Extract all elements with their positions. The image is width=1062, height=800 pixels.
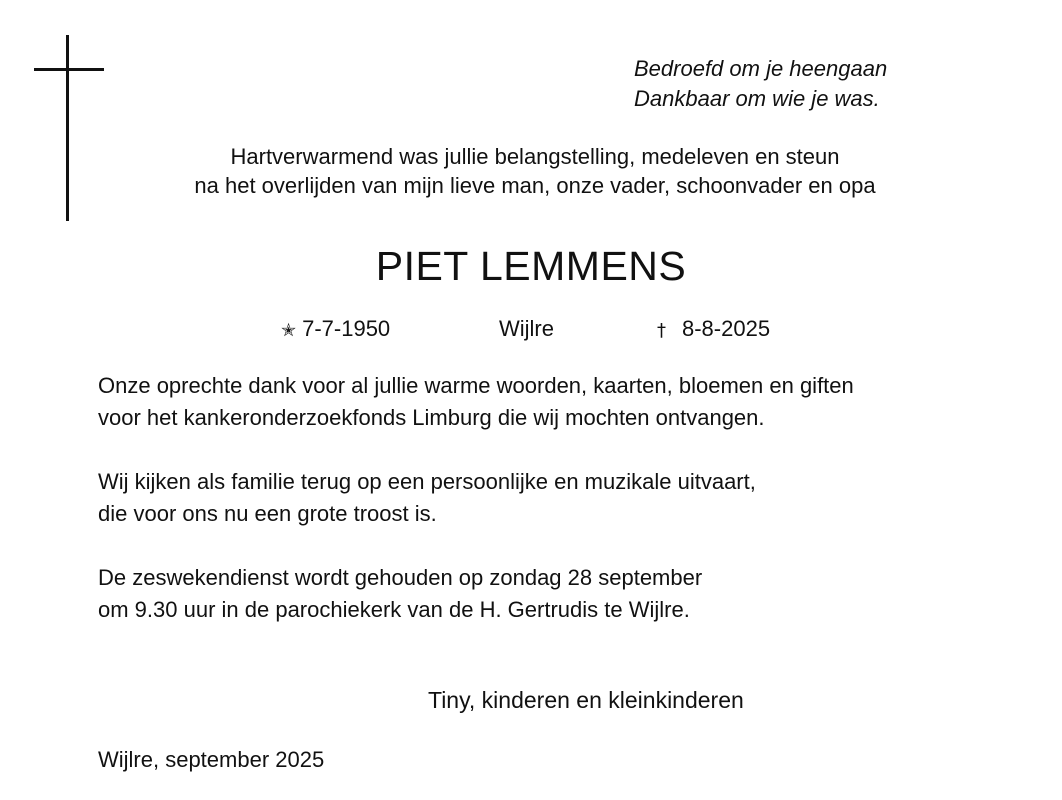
paragraph-line: De zeswekendienst wordt gehouden op zondag 28 september — [98, 565, 703, 590]
paragraph-service — [98, 562, 702, 626]
paragraph-line: voor het kankeronderzoekfonds Limburg die wij mochten ontvangen. — [98, 405, 765, 430]
paragraph-funeral — [98, 466, 756, 530]
cross-horizontal-bar — [34, 68, 104, 71]
death-date — [657, 314, 770, 346]
paragraph-line: Wij kijken als familie terug op een persoonlijke en muzikale uitvaart, — [98, 469, 756, 494]
star-icon: ✭ — [281, 320, 297, 341]
motto-line-2: Dankbaar om wie je was. — [634, 86, 880, 111]
birth-date — [281, 314, 390, 346]
intro-line-1: Hartverwarmend was jullie belangstelling, medeleven en steun — [230, 144, 840, 169]
motto — [634, 54, 887, 114]
paragraph-line: om 9.30 uur in de parochiekerk van de H. Gertrudis te Wijlre. — [98, 597, 690, 622]
place-name: Wijlre — [499, 316, 554, 341]
family-signature: Tiny, kinderen en kleinkinderen — [428, 687, 744, 713]
deceased-name: PIET LEMMENS — [375, 243, 687, 289]
intro-line-2: na het overlijden van mijn lieve man, onze vader, schoonvader en opa — [194, 173, 876, 198]
paragraph-thanks — [98, 370, 854, 434]
paragraph-line: die voor ons nu een grote troost is. — [98, 501, 437, 526]
paragraph-line: Onze oprechte dank voor al jullie warme woorden, kaarten, bloemen en giften — [98, 373, 854, 398]
birth-date-value: 7-7-1950 — [302, 316, 391, 341]
place-and-date: Wijlre, september 2025 — [98, 747, 325, 772]
death-date-value: 8-8-2025 — [682, 316, 771, 341]
life-dates — [0, 314, 1062, 344]
intro-text — [60, 142, 1010, 200]
motto-line-1: Bedroefd om je heengaan — [634, 56, 888, 81]
dagger-icon: † — [657, 320, 666, 341]
